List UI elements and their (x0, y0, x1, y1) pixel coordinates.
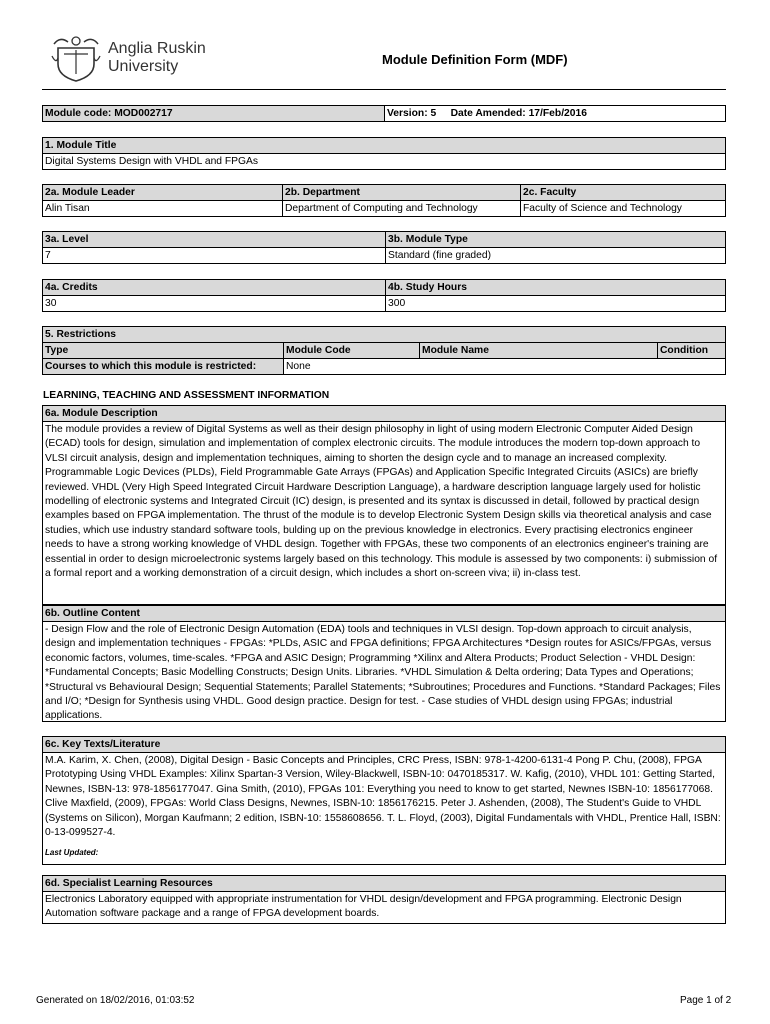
module-description-heading: 6a. Module Description (43, 406, 725, 421)
university-name-line1: Anglia Ruskin (108, 40, 206, 57)
page-header (42, 34, 726, 90)
last-updated-label: Last Updated: (45, 848, 99, 858)
learning-resources-text: Electronics Laboratory equipped with appropriate instrumentation for VHDL design/development and FPGA programming. Electronic Design Automation software package and a range of FPGA development boards. (42, 892, 726, 924)
department-value: Department of Computing and Technology (283, 201, 521, 216)
module-code-block (42, 105, 726, 122)
module-title-value: Digital Systems Design with VHDL and FPGAs (45, 156, 259, 167)
outline-content-block (42, 605, 726, 722)
credits-value: 30 (43, 296, 386, 311)
lta-heading: LEARNING, TEACHING AND ASSESSMENT INFORMATION (43, 390, 330, 401)
credits-block (42, 279, 726, 312)
module-code-row (42, 105, 726, 122)
study-hours-value: 300 (388, 298, 406, 309)
restrictions-heading: 5. Restrictions (43, 327, 725, 342)
restrictions-col-name: Module Name (420, 343, 658, 358)
module-type-heading: 3b. Module Type (386, 232, 725, 247)
learning-resources-heading: 6d. Specialist Learning Resources (43, 876, 725, 891)
module-type-value: Standard (fine graded) (388, 250, 492, 261)
module-code: Module code: MOD002717 (43, 106, 385, 121)
restrictions-block (42, 326, 726, 375)
key-texts-body (42, 753, 726, 865)
credits-heading: 4a. Credits (43, 280, 386, 295)
generated-timestamp: Generated on 18/02/2016, 01:03:52 (36, 995, 195, 1006)
key-texts-text: M.A. Karim, X. Chen, (2008), Digital Design - Basic Concepts and Principles, CRC Press, ISBN: 978-1-4200-6131-4 Pong P. Chu, (2008), FPGA Prototyping Using VHDL Examples: Xilinx Spartan-3 Version, Wiley-Blackwell, ISBN-10: 0470185317. W. Kafig, (2010), VHDL 101: Getting Started, Newnes, ISBN-13: 978-1856177047. Gina Smith, (2010), FPGAs 101: Everything you need to know to get started, Newnes ISBN-10: 1856177068. Clive Maxfield, (2009), FPGAs: World Class Designs, Newnes, ISBN-10: 1856176215. Peter J. Ashenden, (2008), The Student's Guide to VHDL (Systems on Silicon), Morgan Kaufmann; 2 edition, ISBN-10: 1558608656. T. L. Floyd, (2003), Digital Fundamentals with VHDL, Prentice Hall, ISBN: 0-13-099527-4. (45, 755, 721, 839)
outline-content-text: - Design Flow and the role of Electronic Design Automation (EDA) tools and techniques in VLSI design. Top-down approach to circuit analysis, design and implementation techniques - FPGAs: *PLDs, ASIC and FPGA definitions; FPGA Architectures *Design routes for ASICs/FPGAs, versus economic factors, volumes, time-scales. *FPGA and ASIC Design; Programming *Xilinx and Altera Products; Product Selection - VHDL Design: *Fundamental Concepts; Basic Modelling Constructs; Design Units. Libraries. *VHDL Simulation & Delta ordering; Data Types and Operations; *Structural vs Behavioural Design; Sequential Statements; Parallel Statements; *Subroutines; Procedures and Functions. *Standard Packages; Files and I/O; *Design for Synthesis using VHDL. Good design practice. Design for test. - Case studies of VHDL design using FPGAs; industrial applications. (42, 622, 726, 722)
module-description-block (42, 405, 726, 605)
restrictions-col-type: Type (43, 343, 284, 358)
date-amended-value: 17/Feb/2016 (528, 108, 587, 119)
module-description-text: The module provides a review of Digital Systems as well as their design philosophy in light of using modern Electronic Computer Aided Design (ECAD) tools for design, simulation and implementation of complex electronic circuits. The module introduces the modern top-down approach to VLSI circuit analysis, design and implementation techniques, aiming to shorten the design cycle and to manage an increased complexity. Programmable Logic Devices (PLDs), Field Programmable Gate Arrays (FPGAs) and Application Specific Integrated Circuits (ASICs) are briefly reviewed. VHDL (Very High Speed Integrated Circuit Hardware Description Language), a hardware description language largely used for holistic modelling of electronic systems and Integrated Circuit (IC) design, is presented and its syntax is discussed in detail, followed by practical design examples based on FPGA implementation. The thrust of the module is to develop Electronic System Design skills via theoretical analysis and case studies, which use industry standard software tools, bulding up on the previous knowledge in electronics. Every practising electronics engineer needs to have a strong working knowledge of VHDL design. Together with FPGAs, these two components of an electronics engineer's training are essential in order to design microelectronic systems largely based on this technology. This module is assessed by two components: i) submission of a formal report and a working demonstration of a circuit design, which includes a short on-screen viva; ii) in-class test. (42, 422, 726, 605)
restrictions-col-condition: Condition (658, 343, 725, 358)
restrictions-row-value: None (286, 361, 311, 372)
module-title-heading: 1. Module Title (43, 138, 725, 153)
restrictions-row-label: Courses to which this module is restricted: (43, 359, 284, 374)
version-label: Version: (387, 108, 428, 119)
version-value: 5 (430, 108, 437, 119)
faculty-heading: 2c. Faculty (521, 185, 725, 200)
date-amended-label: Date Amended: (450, 108, 526, 119)
department-heading: 2b. Department (283, 185, 521, 200)
form-title: Module Definition Form (MDF) (382, 52, 568, 67)
restrictions-col-code: Module Code (284, 343, 420, 358)
university-logo (50, 34, 220, 84)
university-name-line2: University (108, 58, 179, 75)
level-value: 7 (43, 248, 386, 263)
module-leader-value: Alin Tisan (43, 201, 283, 216)
study-hours-heading: 4b. Study Hours (386, 280, 725, 295)
level-block (42, 231, 726, 264)
module-title-block (42, 137, 726, 170)
key-texts-heading: 6c. Key Texts/Literature (43, 737, 725, 752)
key-texts-block (42, 736, 726, 865)
outline-content-heading: 6b. Outline Content (43, 606, 725, 621)
faculty-value: Faculty of Science and Technology (523, 203, 682, 214)
page-number: Page 1 of 2 (680, 995, 732, 1006)
university-name (108, 40, 206, 76)
crest-icon (50, 34, 102, 82)
version-date-cell (385, 106, 725, 121)
level-heading: 3a. Level (43, 232, 386, 247)
header-divider (42, 89, 726, 90)
module-leader-block (42, 184, 726, 217)
learning-resources-block (42, 875, 726, 924)
module-leader-heading: 2a. Module Leader (43, 185, 283, 200)
